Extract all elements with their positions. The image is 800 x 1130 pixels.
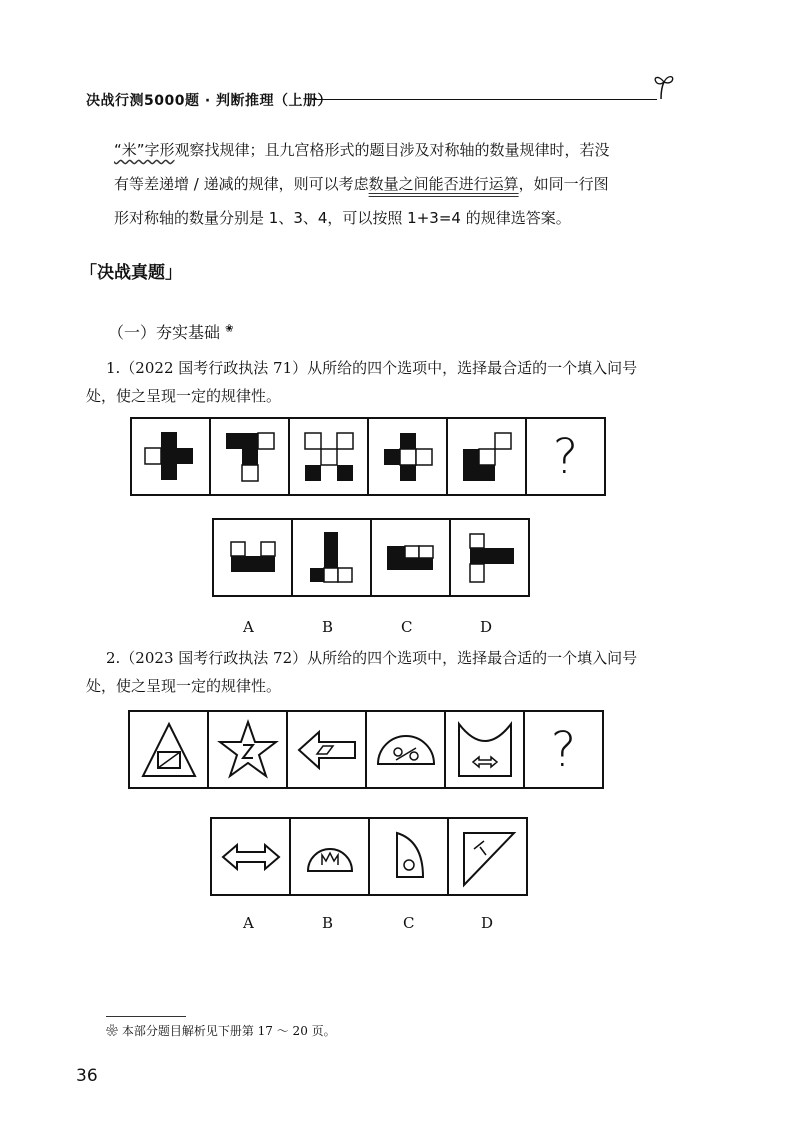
q2-label-c: C [403, 914, 415, 932]
intro-paragraph [114, 133, 674, 235]
q1-figure-4 [367, 419, 446, 494]
question-2-sequence [128, 710, 604, 789]
q1-option-a[interactable] [214, 520, 291, 595]
q2-label-b: B [322, 914, 334, 932]
q1-fig1-icon [141, 427, 201, 487]
flower-mark-icon: ❀ [225, 323, 234, 335]
intro-line3: 形对称轴的数量分别是 1、3、4，可以按照 1+3=4 的规律选答案。 [114, 209, 571, 227]
q2-fig4-semicircle-icon [374, 718, 438, 782]
q1-figure-question [525, 419, 604, 494]
running-header-title: 决战行测5000题 · 判断推理（上册） [86, 93, 333, 109]
question-1-sequence [130, 417, 606, 496]
subsection-title [108, 320, 234, 343]
q2-figure-2 [207, 712, 286, 787]
intro-highlight-operation: 数量之间能否进行运算 [368, 175, 519, 193]
q2-fig1-triangle-icon [137, 718, 201, 782]
q2-opta-double-arrow-icon [219, 825, 283, 889]
q1-figure-1 [132, 419, 209, 494]
question-1-text [86, 354, 726, 410]
q2-option-b[interactable] [289, 819, 368, 894]
question-1-line2: 处，使之呈现一定的规律性。 [86, 387, 282, 405]
q2-option-c[interactable] [368, 819, 447, 894]
question-2-options [210, 817, 528, 896]
q2-option-d[interactable] [447, 819, 526, 894]
q1-label-d: D [480, 618, 493, 636]
q2-fig2-star-icon [216, 718, 280, 782]
page-number: 36 [76, 1066, 98, 1086]
section-title: 「决战真题」 [80, 263, 182, 283]
footnote-mark-icon: ❀ [106, 1024, 119, 1038]
question-2-line2: 处，使之呈现一定的规律性。 [86, 677, 282, 695]
q2-label-d: D [481, 914, 494, 932]
q1-fig4-icon [378, 427, 438, 487]
q2-optd-triangle-icon [456, 825, 520, 889]
q2-fig5-bowl-icon [453, 718, 517, 782]
q1-optb-icon [302, 528, 362, 588]
q1-fig3-icon [299, 427, 359, 487]
intro-line2-c: ，如同一行图 [518, 175, 609, 193]
q1-fig2-icon [220, 427, 280, 487]
subsection-label: （一）夯实基础 [108, 323, 221, 342]
question-1-line1: 1.（2022 国考行政执法 71）从所给的四个选项中，选择最合适的一个填入问号 [106, 359, 638, 377]
q1-option-b[interactable] [291, 520, 370, 595]
footnote [106, 1022, 336, 1039]
q2-figure-1 [130, 712, 207, 787]
q1-figure-5 [446, 419, 525, 494]
footnote-text: 本部分题目解析见下册第 17 ～ 20 页。 [121, 1024, 336, 1038]
q1-optd-icon [460, 528, 520, 588]
q2-figure-3 [286, 712, 365, 787]
q1-label-a: A [243, 618, 254, 636]
q1-option-d[interactable] [449, 520, 528, 595]
q1-label-c: C [401, 618, 413, 636]
q1-option-c[interactable] [370, 520, 449, 595]
q2-figure-4 [365, 712, 444, 787]
q1-optc-icon [381, 528, 441, 588]
question-2-text [86, 644, 726, 700]
q1-figure-3 [288, 419, 367, 494]
intro-line1: 观察找规律；且九宫格形式的题目涉及对称轴的数量规律时，若没 [174, 141, 610, 159]
question-mark: ? [552, 428, 579, 485]
q2-optb-semicircle-icon [298, 825, 362, 889]
question-1-options [212, 518, 530, 597]
question-mark: ? [550, 721, 577, 778]
q2-figure-5 [444, 712, 523, 787]
q1-label-b: B [322, 618, 334, 636]
sprout-icon [648, 72, 678, 104]
q1-figure-2 [209, 419, 288, 494]
q2-label-a: A [243, 914, 254, 932]
footnote-rule [106, 1016, 186, 1017]
q2-option-a[interactable] [212, 819, 289, 894]
question-2-line1: 2.（2023 国考行政执法 72）从所给的四个选项中，选择最合适的一个填入问号 [106, 649, 638, 667]
intro-highlight-mi: “米”字形 [114, 141, 175, 159]
q2-optc-quarter-icon [377, 825, 441, 889]
intro-line2-a: 有等差递增 / 递减的规律，则可以考虑 [114, 175, 369, 193]
q1-opta-icon [223, 528, 283, 588]
q2-fig3-arrow-icon [295, 718, 359, 782]
header-rule [312, 99, 657, 100]
q1-fig5-icon [457, 427, 517, 487]
q2-figure-question [523, 712, 602, 787]
